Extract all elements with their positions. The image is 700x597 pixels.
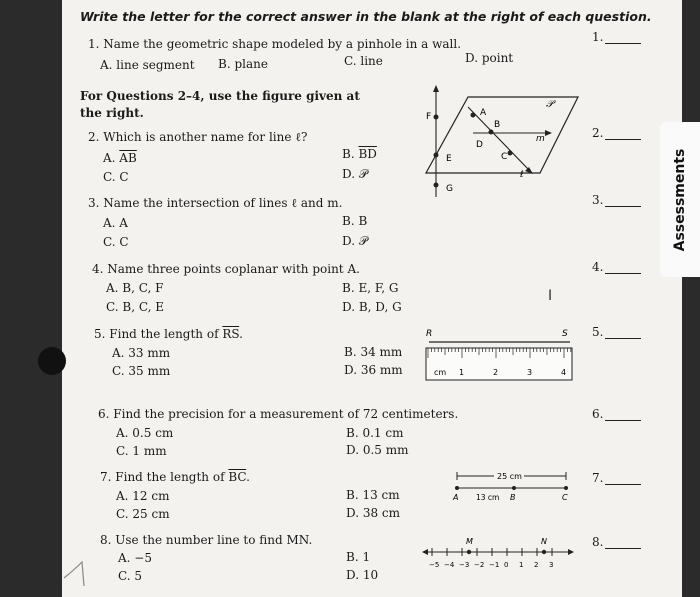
label-b: B — [494, 120, 501, 130]
label-c-seg: C — [562, 493, 568, 502]
question-3: 3. Name the intersection of lines ℓ and m. — [88, 196, 343, 210]
q7-choice-c: C. 25 cm — [116, 507, 170, 521]
q7-choice-b: B. 13 cm — [346, 488, 400, 502]
binder-hole — [38, 347, 66, 375]
label-g: G — [446, 184, 453, 194]
point-a — [471, 113, 476, 118]
pencil-mark — [60, 548, 90, 588]
label-n-point: N — [541, 537, 547, 546]
vertical-line-arrow-icon — [433, 85, 439, 92]
q7-choice-d: D. 38 cm — [346, 506, 401, 520]
q5-choice-a: A. 33 mm — [112, 346, 171, 360]
q2-choice-b: B. $\overline{BD}$ — [342, 147, 377, 161]
label-m: m — [536, 134, 545, 144]
point-a-seg — [455, 486, 459, 490]
q4-choice-d: D. B, D, G — [342, 300, 402, 314]
label-plane-p: 𝒫 — [546, 99, 554, 110]
label-13cm: 13 cm — [476, 493, 500, 502]
q8-choice-a: A. −5 — [118, 551, 152, 565]
answer-blank-5[interactable]: 5. — [592, 325, 641, 339]
number-line-label: −1 — [489, 561, 500, 569]
figure-intro: For Questions 2–4, use the figure given at the right. — [80, 89, 360, 120]
q5-choice-c: C. 35 mm — [112, 364, 171, 378]
point-g — [434, 183, 439, 188]
number-line-label: 3 — [549, 561, 554, 569]
point-n — [542, 550, 546, 554]
answer-blank-4[interactable]: 4. — [592, 260, 641, 274]
q4-choice-a: A. B, C, F — [106, 281, 164, 295]
number-line-label: −4 — [444, 561, 455, 569]
answer-blank-6[interactable]: 6. — [592, 407, 641, 421]
q6-choice-a: A. 0.5 cm — [116, 426, 174, 440]
segment-figure — [448, 468, 578, 504]
label-a-seg: A — [453, 493, 459, 502]
q3-choice-b: B. B — [342, 214, 368, 228]
number-line-label: −3 — [459, 561, 470, 569]
number-line-label: −5 — [429, 561, 440, 569]
label-f: F — [426, 112, 432, 122]
point-b-seg — [512, 486, 516, 490]
label-l: ℓ — [520, 170, 524, 180]
question-5: 5. Find the length of $\overline{RS}$. — [94, 327, 243, 341]
q3-choice-d: D. 𝒫 — [342, 234, 368, 248]
question-1: 1. Name the geometric shape modeled by a pinhole in a wall. — [88, 37, 462, 51]
q6-choice-c: C. 1 mm — [116, 444, 167, 458]
q1-choice-d: D. point — [465, 51, 514, 65]
answer-blank-2[interactable]: 2. — [592, 126, 641, 140]
q8-choice-b: B. 1 — [346, 550, 371, 564]
q2-choice-a: A. $\overline{AB}$ — [103, 151, 137, 165]
q5-choice-b: B. 34 mm — [344, 345, 403, 359]
assessments-tab-label: Assessments — [672, 148, 688, 251]
q1-choice-b: B. plane — [218, 57, 268, 71]
q6-choice-b: B. 0.1 cm — [346, 426, 404, 440]
q3-choice-a: A. A — [103, 216, 128, 230]
number-line-left-arrow-icon — [422, 549, 428, 555]
point-b — [489, 130, 494, 135]
number-line-label: 1 — [519, 561, 524, 569]
ruler-label-2: 2 — [493, 368, 499, 377]
answer-blank-1[interactable]: 1. — [592, 30, 641, 44]
q7-choice-a: A. 12 cm — [116, 489, 170, 503]
question-2: 2. Which is another name for line ℓ? — [88, 130, 308, 144]
text-cursor-icon: I — [548, 288, 553, 304]
question-4: 4. Name three points coplanar with point A. — [92, 262, 360, 276]
label-m-point: M — [466, 537, 473, 546]
point-c-seg — [564, 486, 568, 490]
point-m — [467, 550, 471, 554]
question-7: 7. Find the length of $\overline{BC}$. — [100, 470, 250, 484]
answer-blank-8[interactable]: 8. — [592, 535, 641, 549]
point-e — [434, 153, 439, 158]
number-line-right-arrow-icon — [568, 549, 574, 555]
question-8: 8. Use the number line to find MN. — [100, 533, 313, 547]
ruler-label-1: 1 — [459, 368, 465, 377]
label-s: S — [562, 329, 568, 339]
point-f — [434, 115, 439, 120]
q1-choice-c: C. line — [344, 54, 383, 68]
q1-choice-a: A. line segment — [100, 58, 195, 72]
q3-choice-c: C. C — [103, 235, 129, 249]
assessments-tab — [660, 122, 700, 277]
ruler — [426, 348, 572, 380]
q2-choice-c: C. C — [103, 170, 129, 184]
q4-choice-c: C. B, C, E — [106, 300, 164, 314]
number-line-label: −2 — [474, 561, 485, 569]
q2-choice-d: D. 𝒫 — [342, 167, 368, 181]
ruler-label-3: 3 — [527, 368, 533, 377]
label-r: R — [426, 329, 433, 339]
label-e: E — [446, 154, 452, 164]
point-c — [508, 151, 513, 156]
label-c: C — [501, 152, 508, 162]
line-l — [468, 107, 530, 171]
label-d: D — [476, 140, 483, 150]
label-25cm: 25 cm — [497, 472, 522, 481]
label-b-seg: B — [510, 493, 516, 502]
question-6: 6. Find the precision for a measurement of 72 centimeters. — [98, 407, 459, 421]
ruler-label-4: 4 — [561, 368, 567, 377]
q5-choice-d: D. 36 mm — [344, 363, 403, 377]
number-line-figure — [422, 532, 582, 572]
instructions-text: Write the letter for the correct answer in the blank at the right of each question. — [80, 9, 652, 24]
q8-choice-d: D. 10 — [346, 568, 379, 582]
q4-choice-b: B. E, F, G — [342, 281, 399, 295]
ruler-unit: cm — [434, 368, 447, 377]
number-line-label: 0 — [504, 561, 509, 569]
q6-choice-d: D. 0.5 mm — [346, 443, 409, 457]
line-m-arrow-icon — [545, 130, 552, 136]
number-line-label: 2 — [534, 561, 539, 569]
answer-blank-3[interactable]: 3. — [592, 193, 641, 207]
plane-figure — [418, 85, 588, 205]
ruler-figure — [422, 326, 582, 382]
q8-choice-c: C. 5 — [118, 569, 143, 583]
number-line-labels — [429, 561, 553, 569]
label-a: A — [480, 108, 487, 118]
answer-blank-7[interactable]: 7. — [592, 471, 641, 485]
